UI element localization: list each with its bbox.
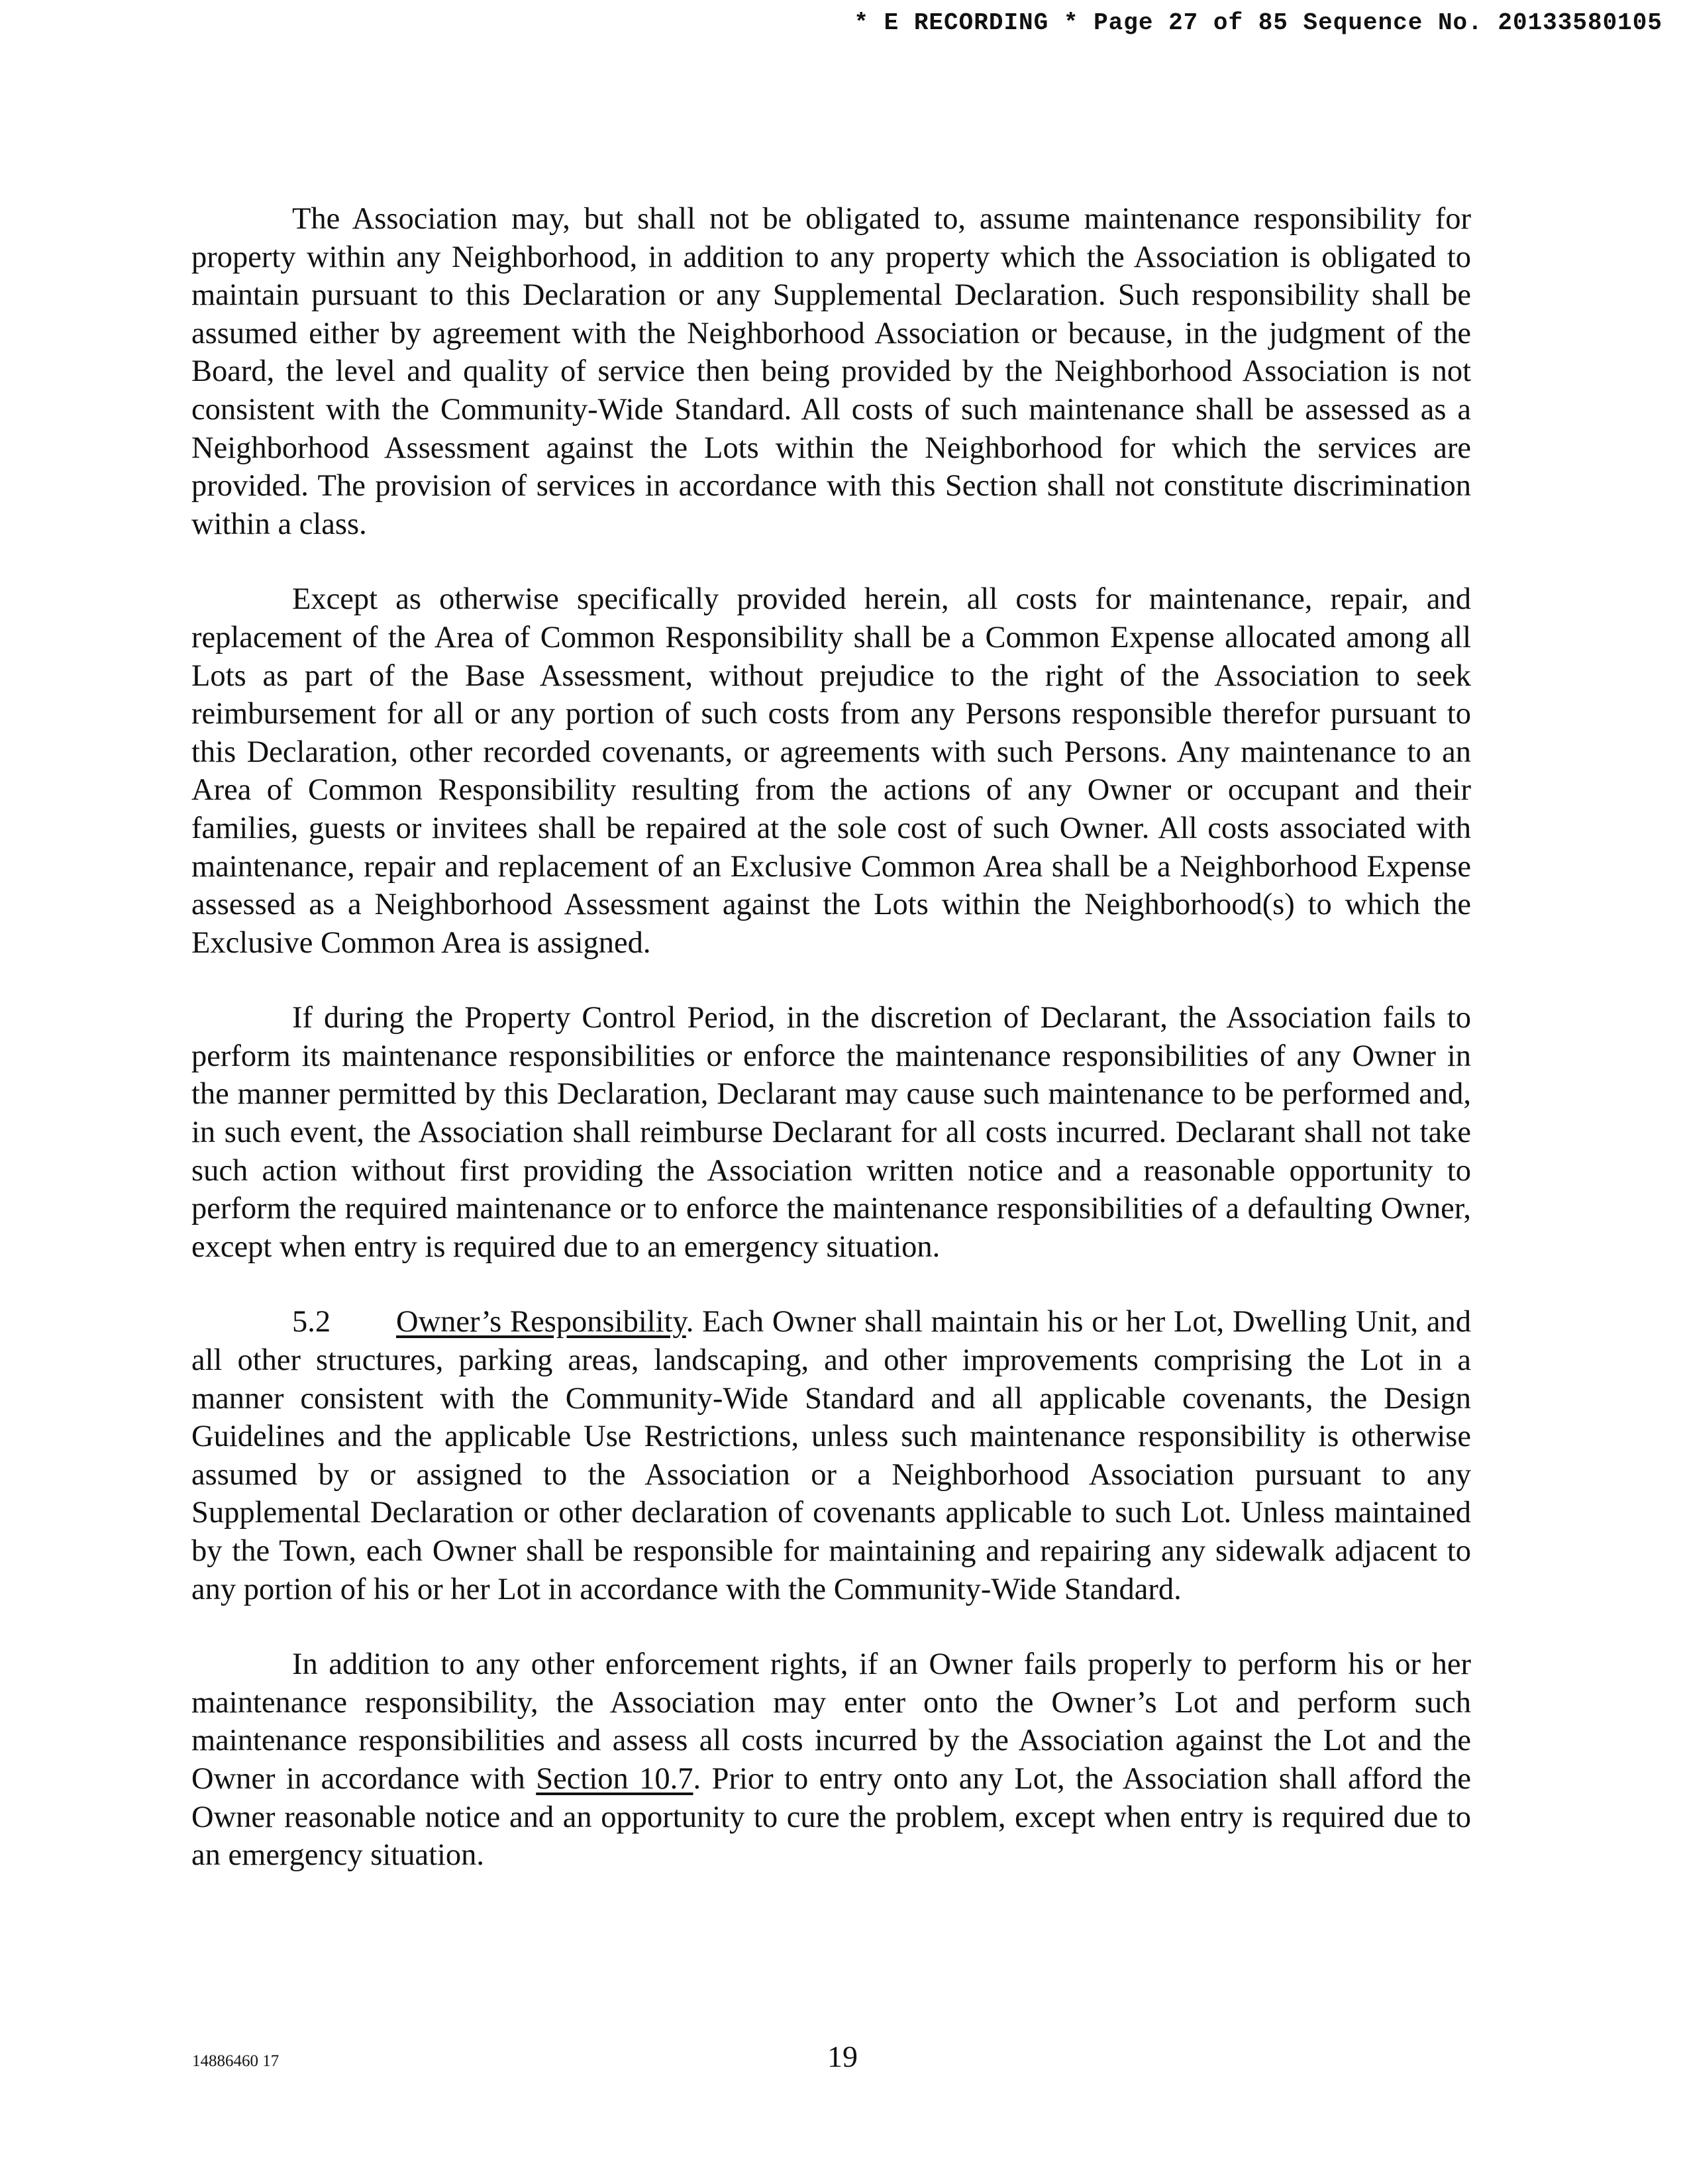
document-id: 14886460 17 bbox=[192, 2052, 280, 2070]
section-text: Each Owner shall maintain his or her Lot, Dwelling Unit, and all other structures, parking areas, landscaping, and other improvements comprising the Lot in a manner consistent with the Community-Wide Standard and all applicable covenants, the Design Guidelines and the applicable Use Restrictions, unless such maintenance responsibility is otherwise assumed by or assigned to the Association or a Neighborhood Association pursuant to any Supplemental Declaration or other declaration of covenants applicable to such Lot. Unless maintained by the Town, each Owner shall be responsible for maintaining and repairing any sidewalk adjacent to any portion of his or her Lot in accordance with the Community-Wide Standard. bbox=[191, 1305, 1471, 1606]
section-5-2-owners-responsibility bbox=[191, 1303, 1471, 1608]
document-body bbox=[191, 200, 1471, 1875]
paragraph-common-expense: Except as otherwise specifically provided herein, all costs for maintenance, repair, and replacement of the Area of Common Responsibility shall be a Common Expense allocated among all Lots as part of the Base Assessment, without prejudice to the right of the Association to seek reimbursement for all or any portion of such costs from any Persons responsible therefor pursuant to this Declaration, other recorded covenants, or agreements with such Persons. Any maintenance to an Area of Common Responsibility resulting from the actions of any Owner or occupant and their families, guests or invitees shall be repaired at the sole cost of such Owner. All costs associated with maintenance, repair and replacement of an Exclusive Common Area shall be a Neighborhood Expense assessed as a Neighborhood Assessment against the Lots within the Neighborhood(s) to which the Exclusive Common Area is assigned. bbox=[191, 582, 1471, 960]
paragraph-enforcement-rights bbox=[191, 1645, 1471, 1875]
section-heading-punct: . bbox=[686, 1305, 694, 1339]
paragraph-declarant-rights: If during the Property Control Period, in the discretion of Declarant, the Association fails to perform its maintenance responsibilities or enforce the maintenance responsibilities of any Owner in the manner permitted by this Declaration, Declarant may cause such maintenance to be performed and, in such event, the Association shall reimburse Declarant for all costs incurred. Declarant shall not take such action without first providing the Association written notice and a reasonable opportunity to perform the required maintenance or to enforce the maintenance responsibilities of a defaulting Owner, except when entry is required due to an emergency situation. bbox=[191, 1001, 1471, 1264]
paragraph-association-maintenance: The Association may, but shall not be obligated to, assume maintenance responsibility for property within any Neighborhood, in addition to any property which the Association is obligated to maintain pursuant to this Declaration or any Supplemental Declaration. Such responsibility shall be assumed either by agreement with the Neighborhood Association or because, in the judgment of the Board, the level and quality of service then being provided by the Neighborhood Association is not consistent with the Community-Wide Standard. All costs of such maintenance shall be assessed as a Neighborhood Assessment against the Lots within the Neighborhood for which the services are provided. The provision of services in accordance with this Section shall not constitute discrimination within a class. bbox=[191, 202, 1471, 541]
paragraph-text-before: In addition to any other enforcement rights, if an Owner fails properly to perform his or her maintenance responsibility, the Association may enter onto the Owner’s Lot and perform such maintenance responsibilities and assess all costs incurred by the Association against the Lot and the Owner in accordance with bbox=[191, 1647, 1471, 1796]
section-heading: Owner’s Responsibility bbox=[396, 1305, 686, 1339]
section-number: 5.2 bbox=[292, 1305, 331, 1339]
section-reference-link[interactable]: Section 10.7 bbox=[536, 1761, 693, 1796]
page-number: 19 bbox=[827, 2040, 858, 2073]
recording-header: * E RECORDING * Page 27 of 85 Sequence No. 20133580105 bbox=[854, 9, 1662, 36]
paragraph-text-after: . Prior to entry onto any Lot, the Association shall afford the Owner reasonable notice and an opportunity to cure the problem, except when entry is required due to an emergency situation. bbox=[191, 1761, 1471, 1873]
